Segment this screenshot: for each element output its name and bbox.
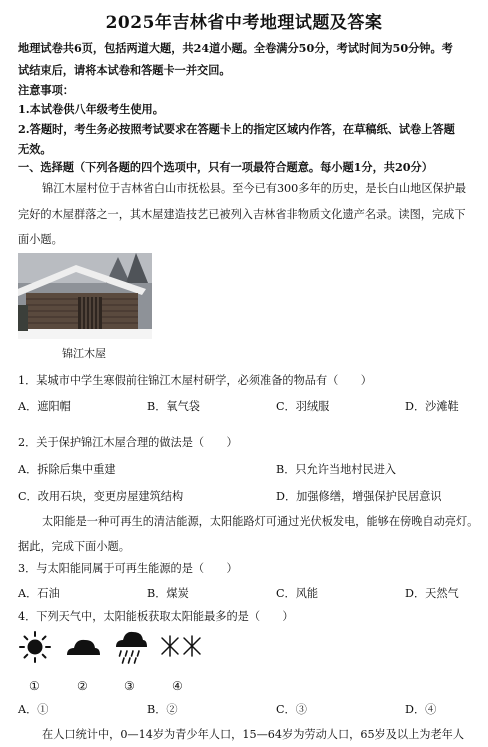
passage-1-line-3: 面小题。 [18,233,63,246]
passage-3-line-1: 在人口统计中，0—14岁为青少年人口，15—64岁为劳动人口，65岁及以上为老年人 [42,728,465,741]
notes-item-1: 1.本试卷供八年级考生使用。 [18,102,164,116]
photo-caption: 锦江木屋 [62,347,106,360]
snow-icon [160,634,202,664]
q1-option-b: B．氧气袋 [147,400,200,413]
q2-option-d: D．加强修缮，增强保护民居意识 [276,490,442,503]
passage-1-line-2: 完好的木屋群落之一，其木屋建造技艺已被列入吉林省非物质文化遗产名录。读图，完成下 [18,208,466,221]
q4-stem: 4．下列天气中，太阳能板获取太阳能最多的是（ ） [18,610,294,623]
q4-option-a: A．① [18,703,49,716]
wooden-house-photo [18,253,152,339]
q2-option-b: B．只允许当地村民进入 [276,463,397,476]
q2-stem: 2．关于保护锦江木屋合理的做法是（ ） [18,436,238,449]
q4-label-4: ④ [172,679,183,693]
q4-label-3: ③ [124,679,135,693]
notes-heading: 注意事项： [18,83,74,97]
q4-option-d: D．④ [405,703,437,716]
q1-option-c: C．羽绒服 [276,400,330,413]
q4-option-b: B．② [147,703,178,716]
q1-stem: 1．某城市中学生寒假前往锦江木屋村研学，必须准备的物品有（ ） [18,374,372,387]
q1-option-a: A．遮阳帽 [18,400,71,413]
q2-option-c: C．改用石块，变更房屋建筑结构 [18,490,184,503]
section-1-heading: 一、选择题（下列各题的四个选项中，只有一项最符合题意。每小题1分，共20分） [18,160,433,174]
passage-2-line-2: 据此，完成下面小题。 [18,540,130,553]
q3-option-a: A．石油 [18,587,60,600]
q3-stem: 3．与太阳能同属于可再生能源的是（ ） [18,562,238,575]
q1-option-d: D．沙滩鞋 [405,400,459,413]
q2-option-a: A．拆除后集中重建 [18,463,116,476]
overcast-icon [64,630,102,668]
q4-option-c: C．③ [276,703,307,716]
q4-label-1: ① [29,679,40,693]
passage-2-line-1: 太阳能是一种可再生的清洁能源，太阳能路灯可通过光伏板发电，能够在傍晚自动亮灯。 [42,515,479,528]
passage-1-line-1: 锦江木屋村位于吉林省白山市抚松县。至今已有300多年的历史，是长白山地区保护最 [42,182,467,195]
rain-icon [113,627,149,669]
q3-option-b: B．煤炭 [147,587,189,600]
wooden-house-illustration [18,253,152,339]
q4-label-2: ② [77,679,88,693]
notes-item-2-line-2: 无效。 [18,142,52,156]
intro-line-2: 试结束后，请将本试卷和答题卡一并交回。 [18,63,231,77]
q3-option-d: D．天然气 [405,587,459,600]
notes-item-2-line-1: 2.答题时，考生务必按照考试要求在答题卡上的指定区域内作答，在草稿纸、试卷上答题 [18,122,455,136]
sunny-icon [18,630,52,668]
intro-line-1: 地理试卷共6页，包括两道大题，共24道小题。全卷满分50分，考试时间为50分钟。考 [18,41,453,55]
q3-option-c: C．风能 [276,587,319,600]
page-title: 2025年吉林省中考地理试题及答案 [105,13,383,33]
